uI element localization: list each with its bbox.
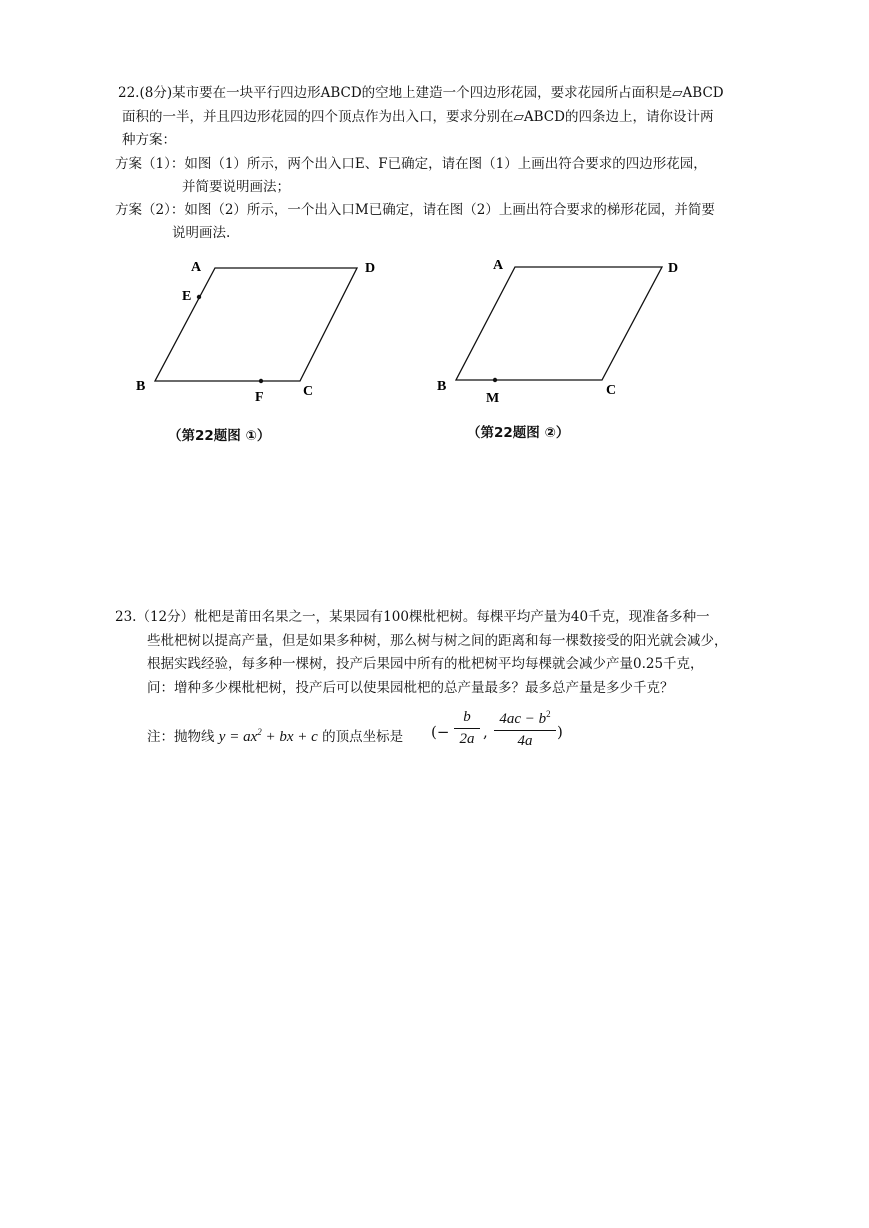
- formula-part-1: y = ax: [218, 729, 258, 745]
- label-c-1: C: [303, 384, 314, 399]
- q22-line-2: 面积的一半，并且四边形花园的四个顶点作为出入口，要求分别在▱ABCD的四条边上，请你设计两: [122, 109, 714, 125]
- q23-line-3: 根据实践经验，每多种一棵树，投产后果园中所有的枇杷树平均每棵就会减少产量0.25千克，: [147, 656, 704, 672]
- label-e: E: [182, 289, 192, 304]
- figure-1-caption: （第22题图 ①）: [168, 428, 271, 444]
- figure-2-parallelogram: [425, 250, 715, 410]
- label-b-2: B: [437, 379, 447, 394]
- q22-scheme2-line-2: 说明画法.: [172, 225, 231, 241]
- parabola-formula: $y = ax^2$ + bx + c: [218, 727, 318, 745]
- label-f: F: [255, 390, 264, 405]
- note-prefix: 注：抛物线: [147, 729, 215, 745]
- label-a-2: A: [493, 258, 504, 273]
- q22-scheme1-line-1: 方案（1）：如图（1）所示，两个出入口E、F已确定，请在图（1）上画出符合要求的四边形花园，: [115, 156, 707, 172]
- vertex-y-fraction: [494, 709, 556, 750]
- point-f: [259, 379, 263, 383]
- figure-1-parallelogram: [120, 250, 410, 410]
- label-d-1: D: [365, 261, 376, 276]
- label-a-1: A: [191, 260, 202, 275]
- parallelogram-abcd-2: [456, 267, 662, 380]
- q22-scheme2-line-1: 方案（2）：如图（2）所示，一个出入口M已确定，请在图（2）上画出符合要求的梯形花园，并简要: [115, 202, 715, 218]
- q22-scheme1-line-2: 并简要说明画法；: [182, 179, 290, 195]
- label-m: M: [486, 391, 500, 406]
- formula-part-2: + bx + c: [261, 729, 318, 745]
- vertex-y-denominator: 4a: [517, 733, 533, 749]
- vertex-x-numerator: b: [463, 709, 471, 725]
- vertex-comma: ,: [483, 723, 488, 741]
- point-e: [197, 295, 201, 299]
- note-mid: 的顶点坐标是: [322, 729, 404, 745]
- point-m: [493, 378, 497, 382]
- label-c-2: C: [606, 383, 617, 398]
- q23-line-1: 23.（12分）枇杷是莆田名果之一，某果园有100棵枇杷树。每棵平均产量为40千克，现准备多种一: [115, 609, 710, 625]
- q22-line-3: 种方案：: [122, 132, 176, 148]
- vertex-x-denominator: 2a: [459, 731, 475, 747]
- label-d-2: D: [668, 261, 679, 276]
- parallelogram-abcd-1: [155, 268, 357, 381]
- vertex-close: ): [557, 723, 563, 741]
- vertex-x-fraction: [454, 709, 480, 748]
- vertex-y-numerator-text: 4ac − b: [499, 711, 547, 727]
- q23-line-4: 问：增种多少棵枇杷树，投产后可以使果园枇杷的总产量最多？最多总产量是多少千克？: [147, 680, 674, 696]
- q23-line-2: 些枇杷树以提高产量，但是如果多种树，那么树与树之间的距离和每一棵数接受的阳光就会减少，: [147, 633, 728, 649]
- vertex-open: (−: [431, 723, 450, 741]
- q22-line-1: 22.(8分)某市要在一块平行四边形ABCD的空地上建造一个四边形花园，要求花园所占面积是▱ABCD: [118, 85, 724, 101]
- label-b-1: B: [136, 379, 146, 394]
- figure-2-caption: （第22题图 ②）: [467, 425, 570, 441]
- q23-note: [147, 723, 403, 746]
- vertex-y-numerator: $4ac - b^2$: [499, 709, 551, 727]
